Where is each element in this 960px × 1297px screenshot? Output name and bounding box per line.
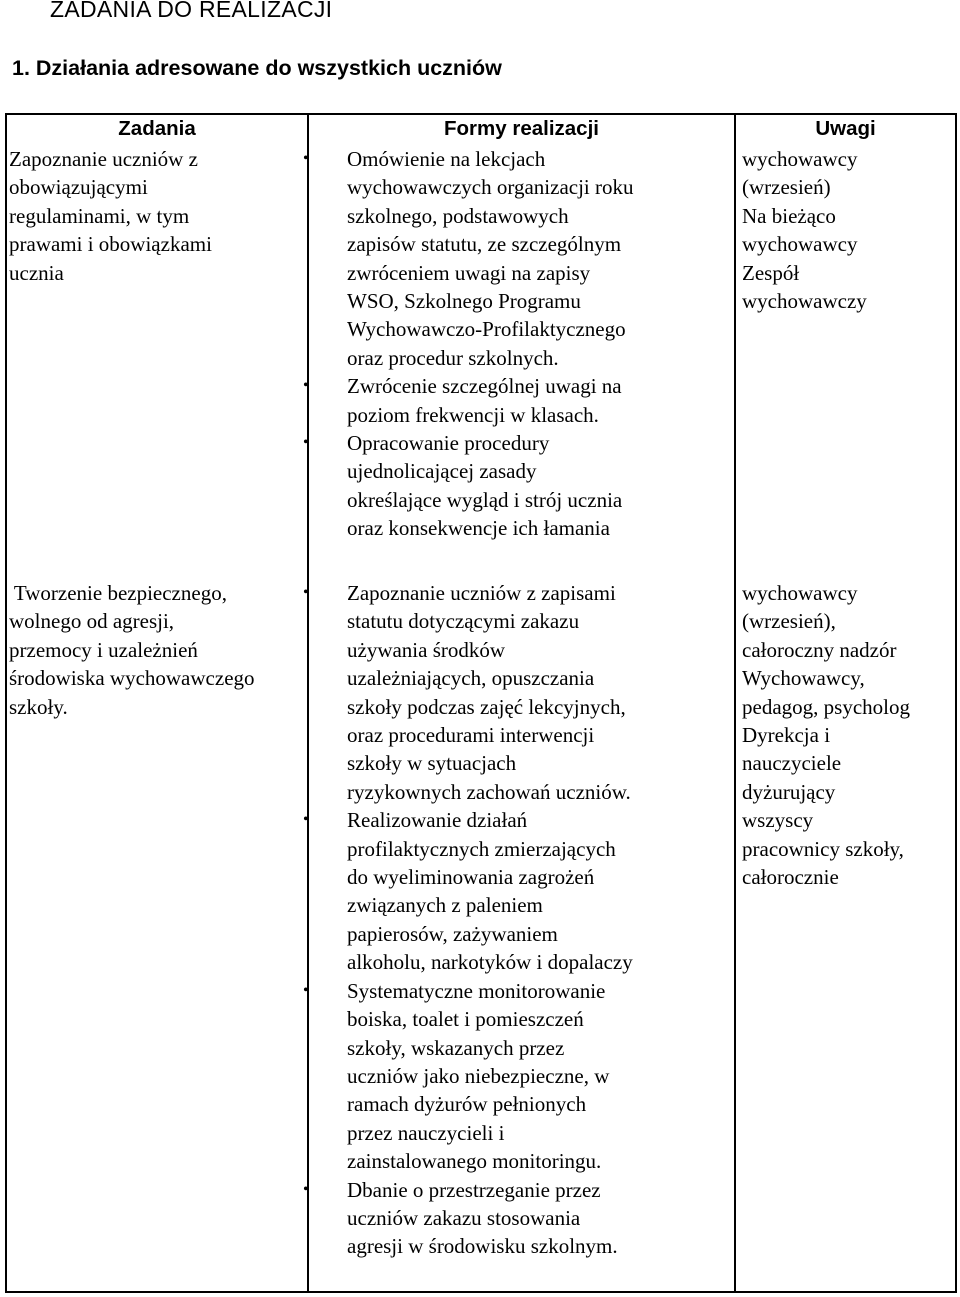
row2-zadania-line: środowiska wychowawczego: [9, 666, 255, 691]
section-heading: 1. Działania adresowane do wszystkich uczniów: [12, 56, 502, 80]
bullet-icon: •: [303, 584, 309, 601]
row1-bullet-line: Zwrócenie szczególnej uwagi na: [347, 374, 622, 399]
row1-zadania-cell: [9, 145, 305, 287]
row2-zadania-cell: [9, 579, 305, 721]
row1-zadania-line: obowiązującymi: [9, 175, 148, 200]
row1-bullet-line: oraz procedur szkolnych.: [347, 345, 559, 370]
row2-formy-cell: [303, 579, 732, 1261]
row1-bullet-item: [303, 145, 732, 372]
bullet-icon: •: [303, 811, 309, 829]
row2-bullet-item: [303, 806, 732, 976]
column-divider-2: [734, 113, 736, 1293]
row1-formy-cell: [303, 145, 732, 543]
header-formy-realizacji: Formy realizacji: [444, 117, 599, 140]
row2-uwagi-line: (wrzesień),: [742, 609, 836, 634]
row2-bullet-item: [303, 1176, 732, 1261]
row2-bullet-line: szkoły w sytuacjach: [347, 751, 517, 776]
row1-bullet-line: WSO, Szkolnego Programu: [347, 289, 581, 314]
row2-bullet-line: alkoholu, narkotyków i dopalaczy: [347, 950, 633, 975]
table-border-bottom: [5, 1291, 957, 1293]
row1-uwagi-line: wychowawcy: [742, 147, 858, 171]
row2-uwagi-line: pedagog, psycholog: [742, 694, 910, 719]
row1-bullet-line: wychowawczych organizacji roku: [347, 175, 634, 200]
row1-bullet-line: szkolnego, podstawowych: [347, 203, 569, 228]
row2-bullet-line: Systematyczne monitorowanie: [347, 978, 606, 1003]
row2-zadania-line: wolnego od agresji,: [9, 609, 175, 634]
table-border-left: [5, 113, 7, 1293]
row2-bullet-line: zainstalowanego monitoringu.: [347, 1149, 602, 1174]
bullet-icon: •: [303, 434, 309, 452]
column-divider-1: [307, 113, 309, 1293]
row2-zadania-line: Tworzenie bezpiecznego,: [9, 581, 227, 605]
row2-bullet-item: [303, 579, 732, 806]
row2-bullet-line: papierosów, zażywaniem: [347, 921, 558, 946]
row1-bullet-line: zapisów statutu, ze szczególnym: [347, 232, 622, 257]
row1-uwagi-line: Na bieżąco: [742, 203, 836, 228]
row2-uwagi-line: wychowawcy: [742, 581, 858, 605]
row1-uwagi-line: (wrzesień): [742, 175, 831, 200]
row2-bullet-line: ramach dyżurów pełnionych: [347, 1092, 587, 1117]
row1-bullet-item: [303, 429, 732, 543]
header-uwagi: Uwagi: [815, 117, 876, 140]
row2-bullet-line: przez nauczycieli i: [347, 1120, 505, 1145]
row2-bullet-line: boiska, toalet i pomieszczeń: [347, 1007, 584, 1032]
row1-bullet-item: [303, 372, 732, 429]
row2-bullet-line: ryzykownych zachowań uczniów.: [347, 779, 631, 804]
row2-bullet-line: profilaktycznych zmierzających: [347, 836, 616, 861]
row2-bullet-line: związanych z paleniem: [347, 893, 543, 918]
row2-zadania-line: przemocy i uzależnień: [9, 637, 198, 662]
row1-uwagi-line: wychowawcy: [742, 232, 858, 257]
row2-bullet-line: statutu dotyczącymi zakazu: [347, 609, 580, 634]
page-heading: ZADANIA DO REALIZACJI: [50, 0, 333, 22]
row2-uwagi-cell: [742, 579, 953, 891]
row2-uwagi-line: Dyrekcja i: [742, 723, 831, 748]
row1-uwagi-cell: [742, 145, 953, 315]
row1-zadania-line: prawami i obowiązkami: [9, 232, 212, 257]
row1-bullet-line: Wychowawczo-Profilaktycznego: [347, 317, 626, 342]
row2-uwagi-line: wszyscy: [742, 808, 814, 833]
bullet-icon: •: [303, 150, 309, 167]
row2-uwagi-line: Wychowawcy,: [742, 666, 865, 691]
row2-bullet-line: do wyeliminowania zagrożeń: [347, 865, 595, 890]
row2-bullet-line: używania środków: [347, 637, 506, 662]
bullet-icon: •: [303, 1180, 309, 1198]
row1-bullet-line: Opracowanie procedury: [347, 431, 550, 456]
row1-bullet-line: zwróceniem uwagi na zapisy: [347, 260, 591, 285]
header-zadania: Zadania: [118, 117, 196, 140]
row2-bullet-line: uczniów zakazu stosowania: [347, 1205, 581, 1230]
row2-bullet-line: uzależniających, opuszczania: [347, 666, 595, 691]
row2-bullet-line: szkoły, wskazanych przez: [347, 1035, 565, 1060]
row2-bullet-line: uczniów jako niebezpieczne, w: [347, 1063, 610, 1088]
row1-bullet-line: określające wygląd i strój ucznia: [347, 487, 623, 512]
row2-uwagi-line: całoroczny nadzór: [742, 637, 897, 662]
row2-bullet-line: agresji w środowisku szkolnym.: [347, 1234, 618, 1259]
row1-zadania-line: Zapoznanie uczniów z: [9, 147, 198, 171]
row2-bullet-line: oraz procedurami interwencji: [347, 723, 595, 748]
row1-zadania-line: ucznia: [9, 260, 64, 285]
row1-zadania-line: regulaminami, w tym: [9, 203, 190, 228]
row2-bullet-line: Realizowanie działań: [347, 808, 528, 833]
row2-uwagi-line: nauczyciele: [742, 751, 842, 776]
row1-bullet-line: oraz konsekwencje ich łamania: [347, 516, 610, 541]
row2-bullet-item: [303, 977, 732, 1176]
row1-bullet-line: Omówienie na lekcjach: [347, 147, 546, 171]
row2-bullet-line: szkoły podczas zajęć lekcyjnych,: [347, 694, 626, 719]
realization-table: [5, 113, 957, 1293]
row2-bullet-line: Dbanie o przestrzeganie przez: [347, 1177, 601, 1202]
table-border-right: [955, 113, 957, 1293]
row1-bullet-line: poziom frekwencji w klasach.: [347, 402, 599, 427]
table-border-top: [5, 113, 957, 115]
row1-bullet-line: ujednolicającej zasady: [347, 459, 537, 484]
bullet-icon: •: [303, 377, 309, 395]
row1-uwagi-line: wychowawczy: [742, 289, 867, 314]
row2-uwagi-line: pracownicy szkoły,: [742, 836, 904, 861]
row1-uwagi-line: Zespół: [742, 260, 800, 285]
row2-uwagi-line: całorocznie: [742, 865, 839, 890]
bullet-icon: •: [303, 981, 309, 999]
row2-zadania-line: szkoły.: [9, 694, 68, 719]
row2-bullet-line: Zapoznanie uczniów z zapisami: [347, 581, 616, 605]
row2-uwagi-line: dyżurujący: [742, 779, 836, 804]
